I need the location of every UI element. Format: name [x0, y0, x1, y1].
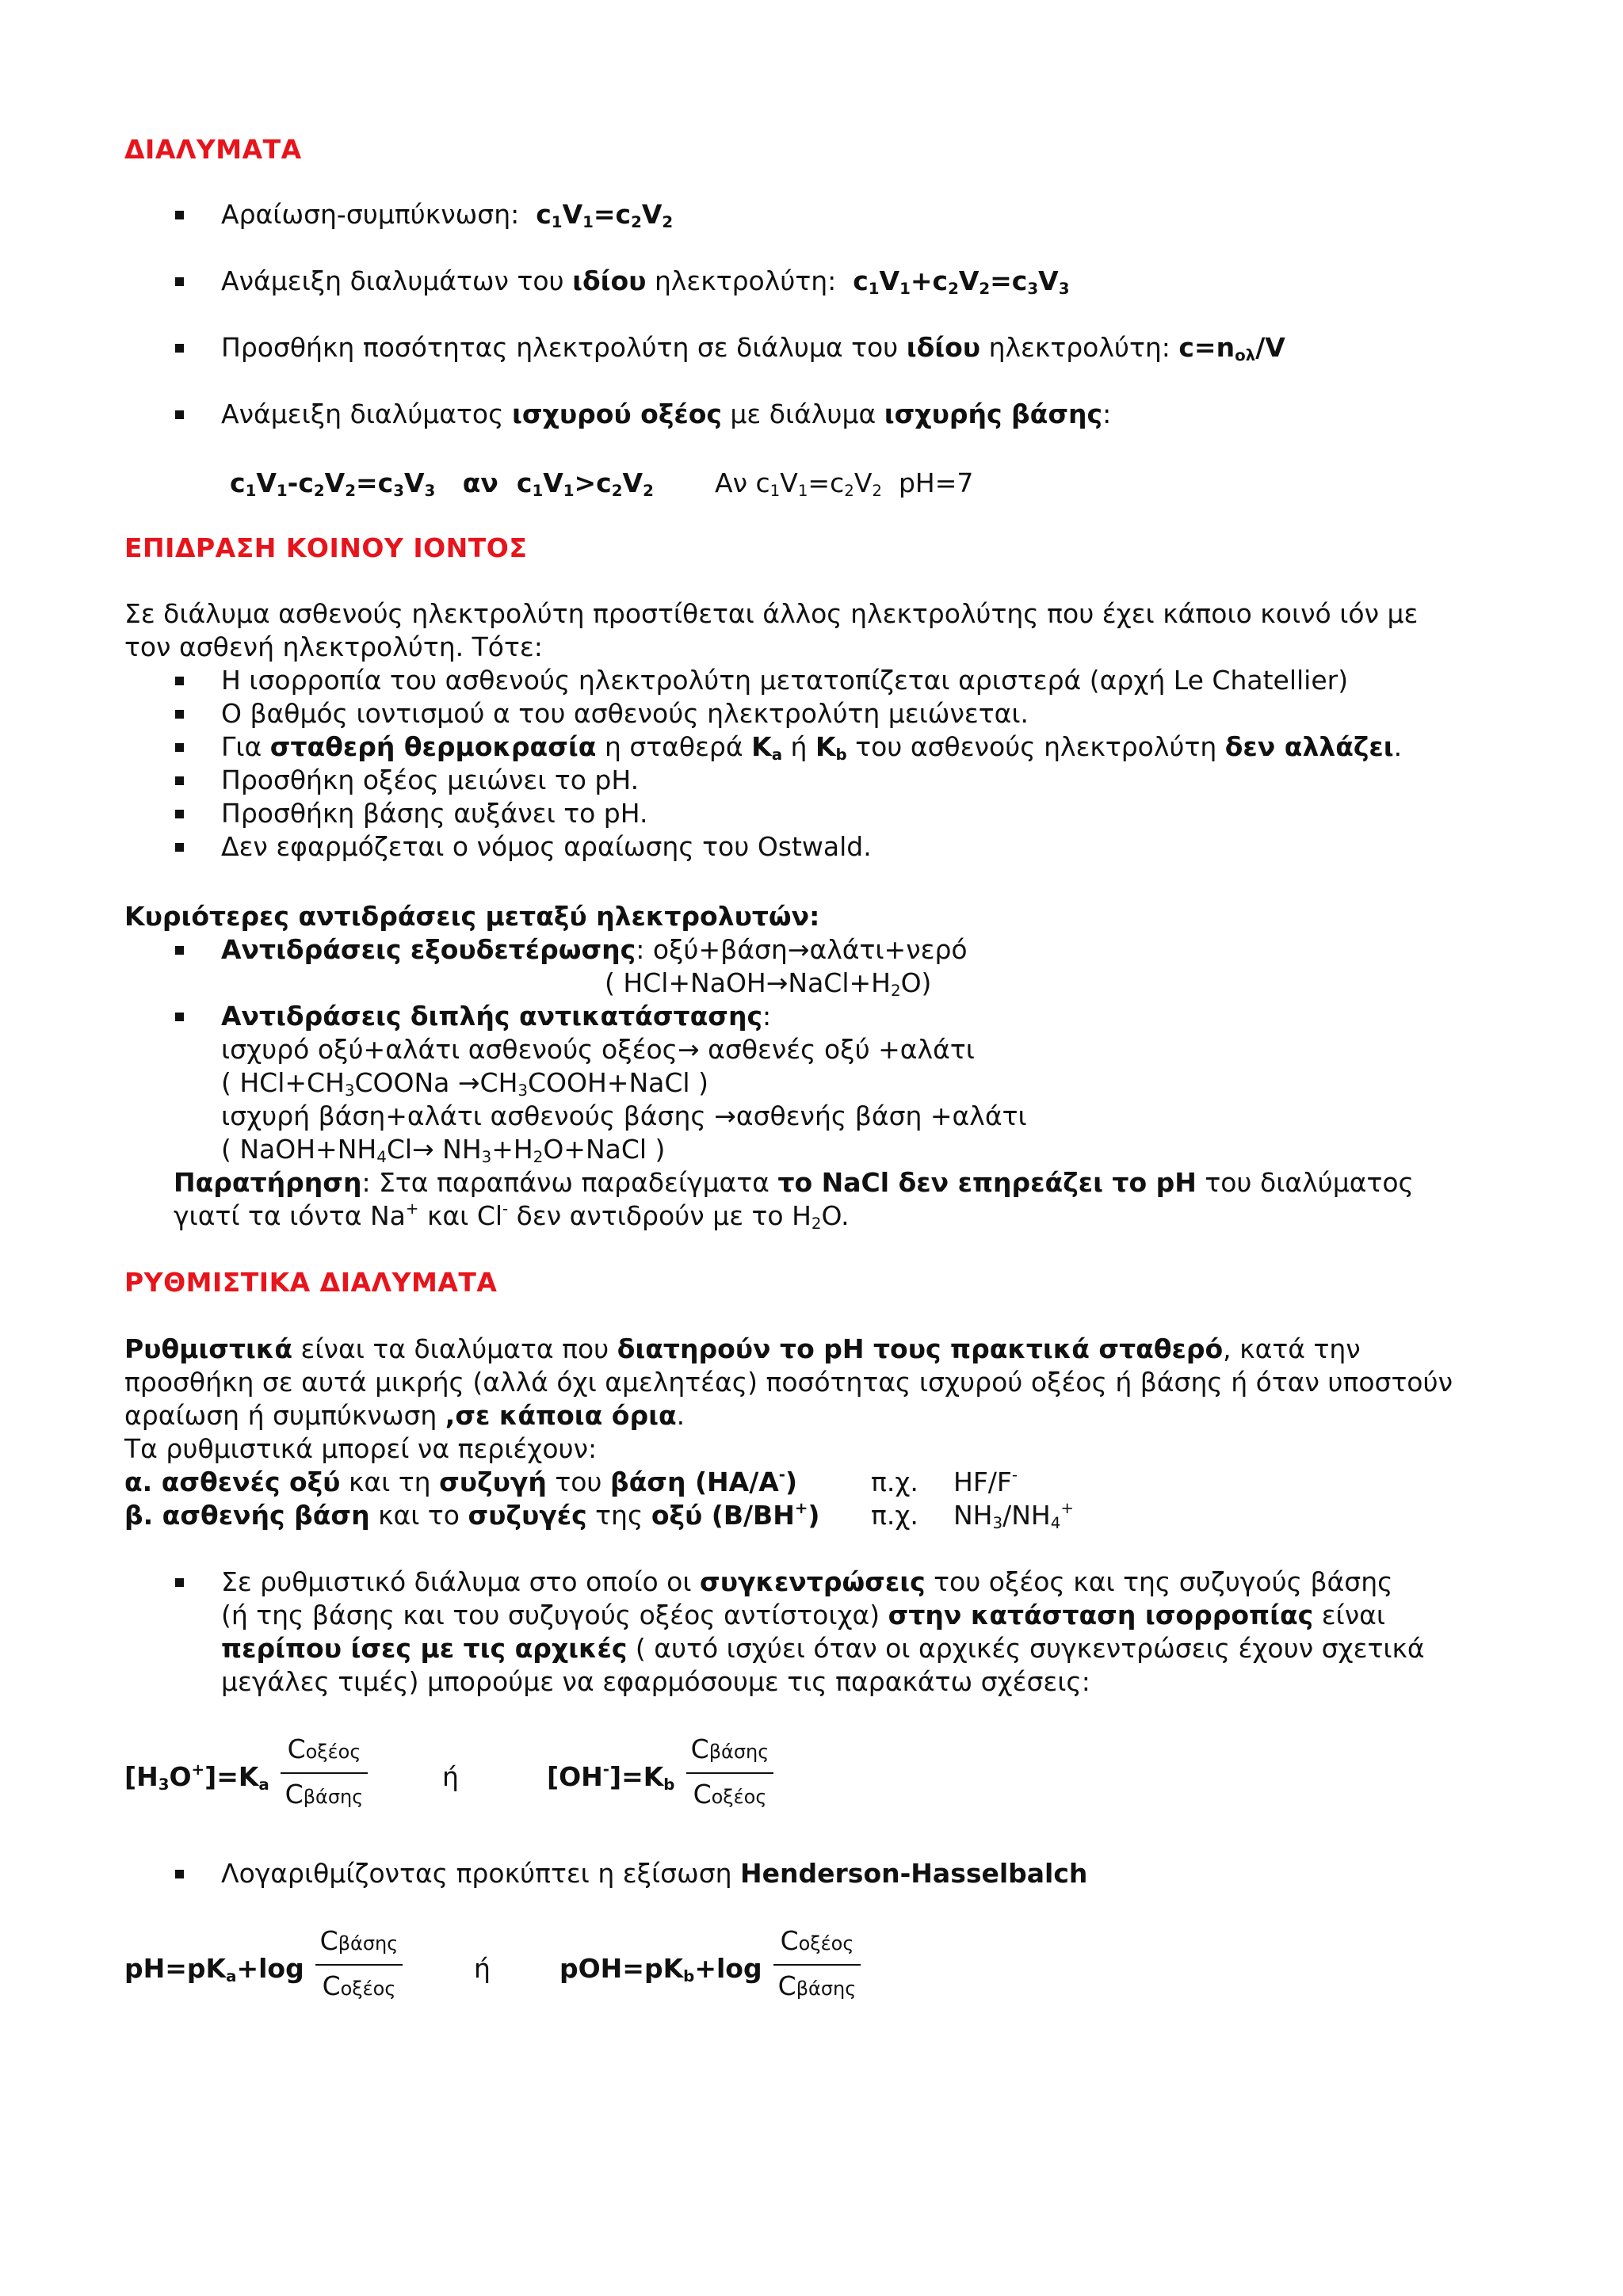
ratio-base-acid: Cβάσης Cοξέος — [315, 1924, 403, 2006]
ratio-base-acid: Cβάσης Cοξέος — [686, 1732, 773, 1814]
paragraph-line: τον ασθενή ηλεκτρολύτη. Τότε: — [124, 631, 543, 662]
bullet — [175, 410, 184, 419]
bullet — [175, 776, 184, 785]
note-line: Παρατήρηση: Στα παραπάνω παραδείγματα το NaCl δεν επηρεάζει το pH του διαλύματος — [174, 1167, 1414, 1198]
bullet — [175, 1013, 184, 1021]
list-item: Η ισορροπία του ασθενούς ηλεκτρολύτη μετατοπίζεται αριστερά (αρχή Le Chatellier) — [221, 665, 1349, 696]
equation-oh: $[OH^-]=K_b$ — [547, 1760, 675, 1794]
mixing-line: Ανάμειξη διαλυμάτων του ιδίου ηλεκτρολύτη: $c_1V_1+c_2V_2=c_3V_3$ — [221, 265, 1070, 298]
bullet — [175, 743, 184, 752]
dilution-line: Αραίωση-συμπύκνωση: $c_1V_1=c_2V_2$ — [221, 199, 674, 231]
ratio-acid-base: Cοξέος Cβάσης — [281, 1732, 368, 1814]
bullet — [175, 946, 184, 955]
paragraph-line: αραίωση ή συμπύκνωση ,σε κάποια όρια. — [124, 1400, 685, 1431]
buffer-note-line: περίπου ίσες με τις αρχικές ( αυτό ισχύει όταν οι αρχικές συγκεντρώσεις έχουν σχετικά — [221, 1633, 1425, 1664]
bullet — [175, 1870, 184, 1878]
list-item: Προσθήκη οξέος μειώνει το pH. — [221, 765, 640, 795]
bullet — [175, 1578, 184, 1587]
list-item: Δεν εφαρμόζεται ο νόμος αραίωσης του Ostwald. — [221, 831, 872, 862]
note-line: γιατί τα ιόντα Na+ και Cl- δεν αντιδρούν με το $H_2O$. — [174, 1199, 850, 1233]
reactions-heading: Κυριότερες αντιδράσεις μεταξύ ηλεκτρολυτών: — [124, 901, 820, 932]
bullet — [175, 211, 184, 219]
buffer-type-a: α. ασθενές οξύ και τη συζυγή του βάση (HA/A-) — [124, 1466, 798, 1497]
strong-mix-formula: $c_1V_1-c_2V_2=c_3V_3$ αν $c_1V_1>c_2V_2$ — [230, 467, 654, 500]
example-value: $NH_3/NH_4^+$ — [953, 1499, 1074, 1532]
equation-h3o: $[H_3O^+]=K_a$ — [124, 1760, 269, 1794]
example-label: π.χ. — [871, 1466, 918, 1497]
paragraph-line: προσθήκη σε αυτά μικρής (αλλά όχι αμελητέας) ποσότητας ισχυρού οξέος ή βάσης ή όταν υποστούν — [124, 1367, 1453, 1398]
or-text: ή — [474, 1953, 491, 1984]
strong-mix-line: Ανάμειξη διαλύματος ισχυρού οξέος με διάλυμα ισχυρής βάσης: — [221, 399, 1112, 429]
heading-buffers: ΡΥΘΜΙΣΤΙΚΑ ΔΙΑΛΥΜΑΤΑ — [124, 1267, 498, 1298]
hh-line: Λογαριθμίζοντας προκύπτει η εξίσωση Henderson-Hasselbalch — [221, 1858, 1088, 1889]
buffer-type-b: β. ασθενής βάση και το συζυγές της οξύ (B/BH+) — [124, 1499, 820, 1531]
bullet — [175, 810, 184, 818]
reaction-text: ισχυρό οξύ+αλάτι ασθενούς οξέος→ ασθενές οξύ +αλάτι — [221, 1034, 975, 1065]
neutral-condition: Αν $c_1V_1=c_2V_2$ pH=7 — [715, 467, 974, 500]
list-item: Ο βαθμός ιοντισμού α του ασθενούς ηλεκτρολύτη μειώνεται. — [221, 698, 1029, 729]
equation-ph: $pH=pK_a+\log$ — [124, 1953, 304, 1985]
heading-common-ion: ΕΠΙΔΡΑΣΗ ΚΟΙΝΟΥ ΙΟΝΤΟΣ — [124, 532, 528, 563]
bullet — [175, 344, 184, 353]
bullet — [175, 710, 184, 719]
buffer-note-line: μεγάλες τιμές) μπορούμε να εφαρμόσουμε τις παρακάτω σχέσεις: — [221, 1666, 1090, 1697]
paragraph-line: Σε διάλυμα ασθενούς ηλεκτρολύτη προστίθεται άλλος ηλεκτρολύτης που έχει κάποιο κοινό ιόν με — [124, 598, 1419, 629]
buffer-note-line: Σε ρυθμιστικό διάλυμα στο οποίο οι συγκεντρώσεις του οξέος και της συζυγούς βάσης — [221, 1566, 1393, 1597]
reaction-example: ( $HCl+NaOH\to NaCl+H_2O$) — [605, 967, 932, 1000]
list-item: Προσθήκη βάσης αυξάνει το pH. — [221, 798, 648, 829]
addition-line: Προσθήκη ποσότητας ηλεκτρολύτη σε διάλυμα του ιδίου ηλεκτρολύτη: $c=n_{o\lambda}/V$ — [221, 332, 1285, 364]
paragraph-line: Τα ρυθμιστικά μπορεί να περιέχουν: — [124, 1433, 598, 1464]
bullet — [175, 843, 184, 852]
ratio-acid-base: Cοξέος Cβάσης — [773, 1924, 861, 2006]
bullet — [175, 677, 184, 685]
reaction-text: ισχυρή βάση+αλάτι ασθενούς βάσης →ασθενής βάση +αλάτι — [221, 1100, 1027, 1131]
or-text: ή — [442, 1761, 459, 1792]
reaction-example: ( $NaOH+NH_4Cl\to$ $NH_3+H_2O+NaCl$ ) — [221, 1134, 666, 1166]
bullet — [175, 277, 184, 286]
equation-poh: $pOH=pK_b+\log$ — [559, 1953, 762, 1985]
list-item: Αντιδράσεις εξουδετέρωσης: οξύ+βάση→αλάτι+νερό — [221, 934, 968, 965]
paragraph-line: Ρυθμιστικά είναι τα διαλύματα που διατηρούν το pH τους πρακτικά σταθερό, κατά την — [124, 1333, 1361, 1364]
example-value: HF/F- — [953, 1466, 1018, 1497]
list-item: Αντιδράσεις διπλής αντικατάστασης: — [221, 1001, 772, 1032]
example-label: π.χ. — [871, 1500, 918, 1531]
reaction-example: ( $HCl+CH_3COONa$ $\to CH_3COOH+NaCl$ ) — [221, 1067, 708, 1100]
heading-solutions: ΔΙΑΛΥΜΑΤΑ — [124, 134, 302, 165]
buffer-note-line: (ή της βάσης και του συζυγούς οξέος αντίστοιχα) στην κατάσταση ισορροπίας είναι — [221, 1600, 1386, 1630]
list-item: Για σταθερή θερμοκρασία η σταθερά $K_a$ ή $K_b$ του ασθενούς ηλεκτρολύτη δεν αλλάζει. — [221, 731, 1403, 764]
